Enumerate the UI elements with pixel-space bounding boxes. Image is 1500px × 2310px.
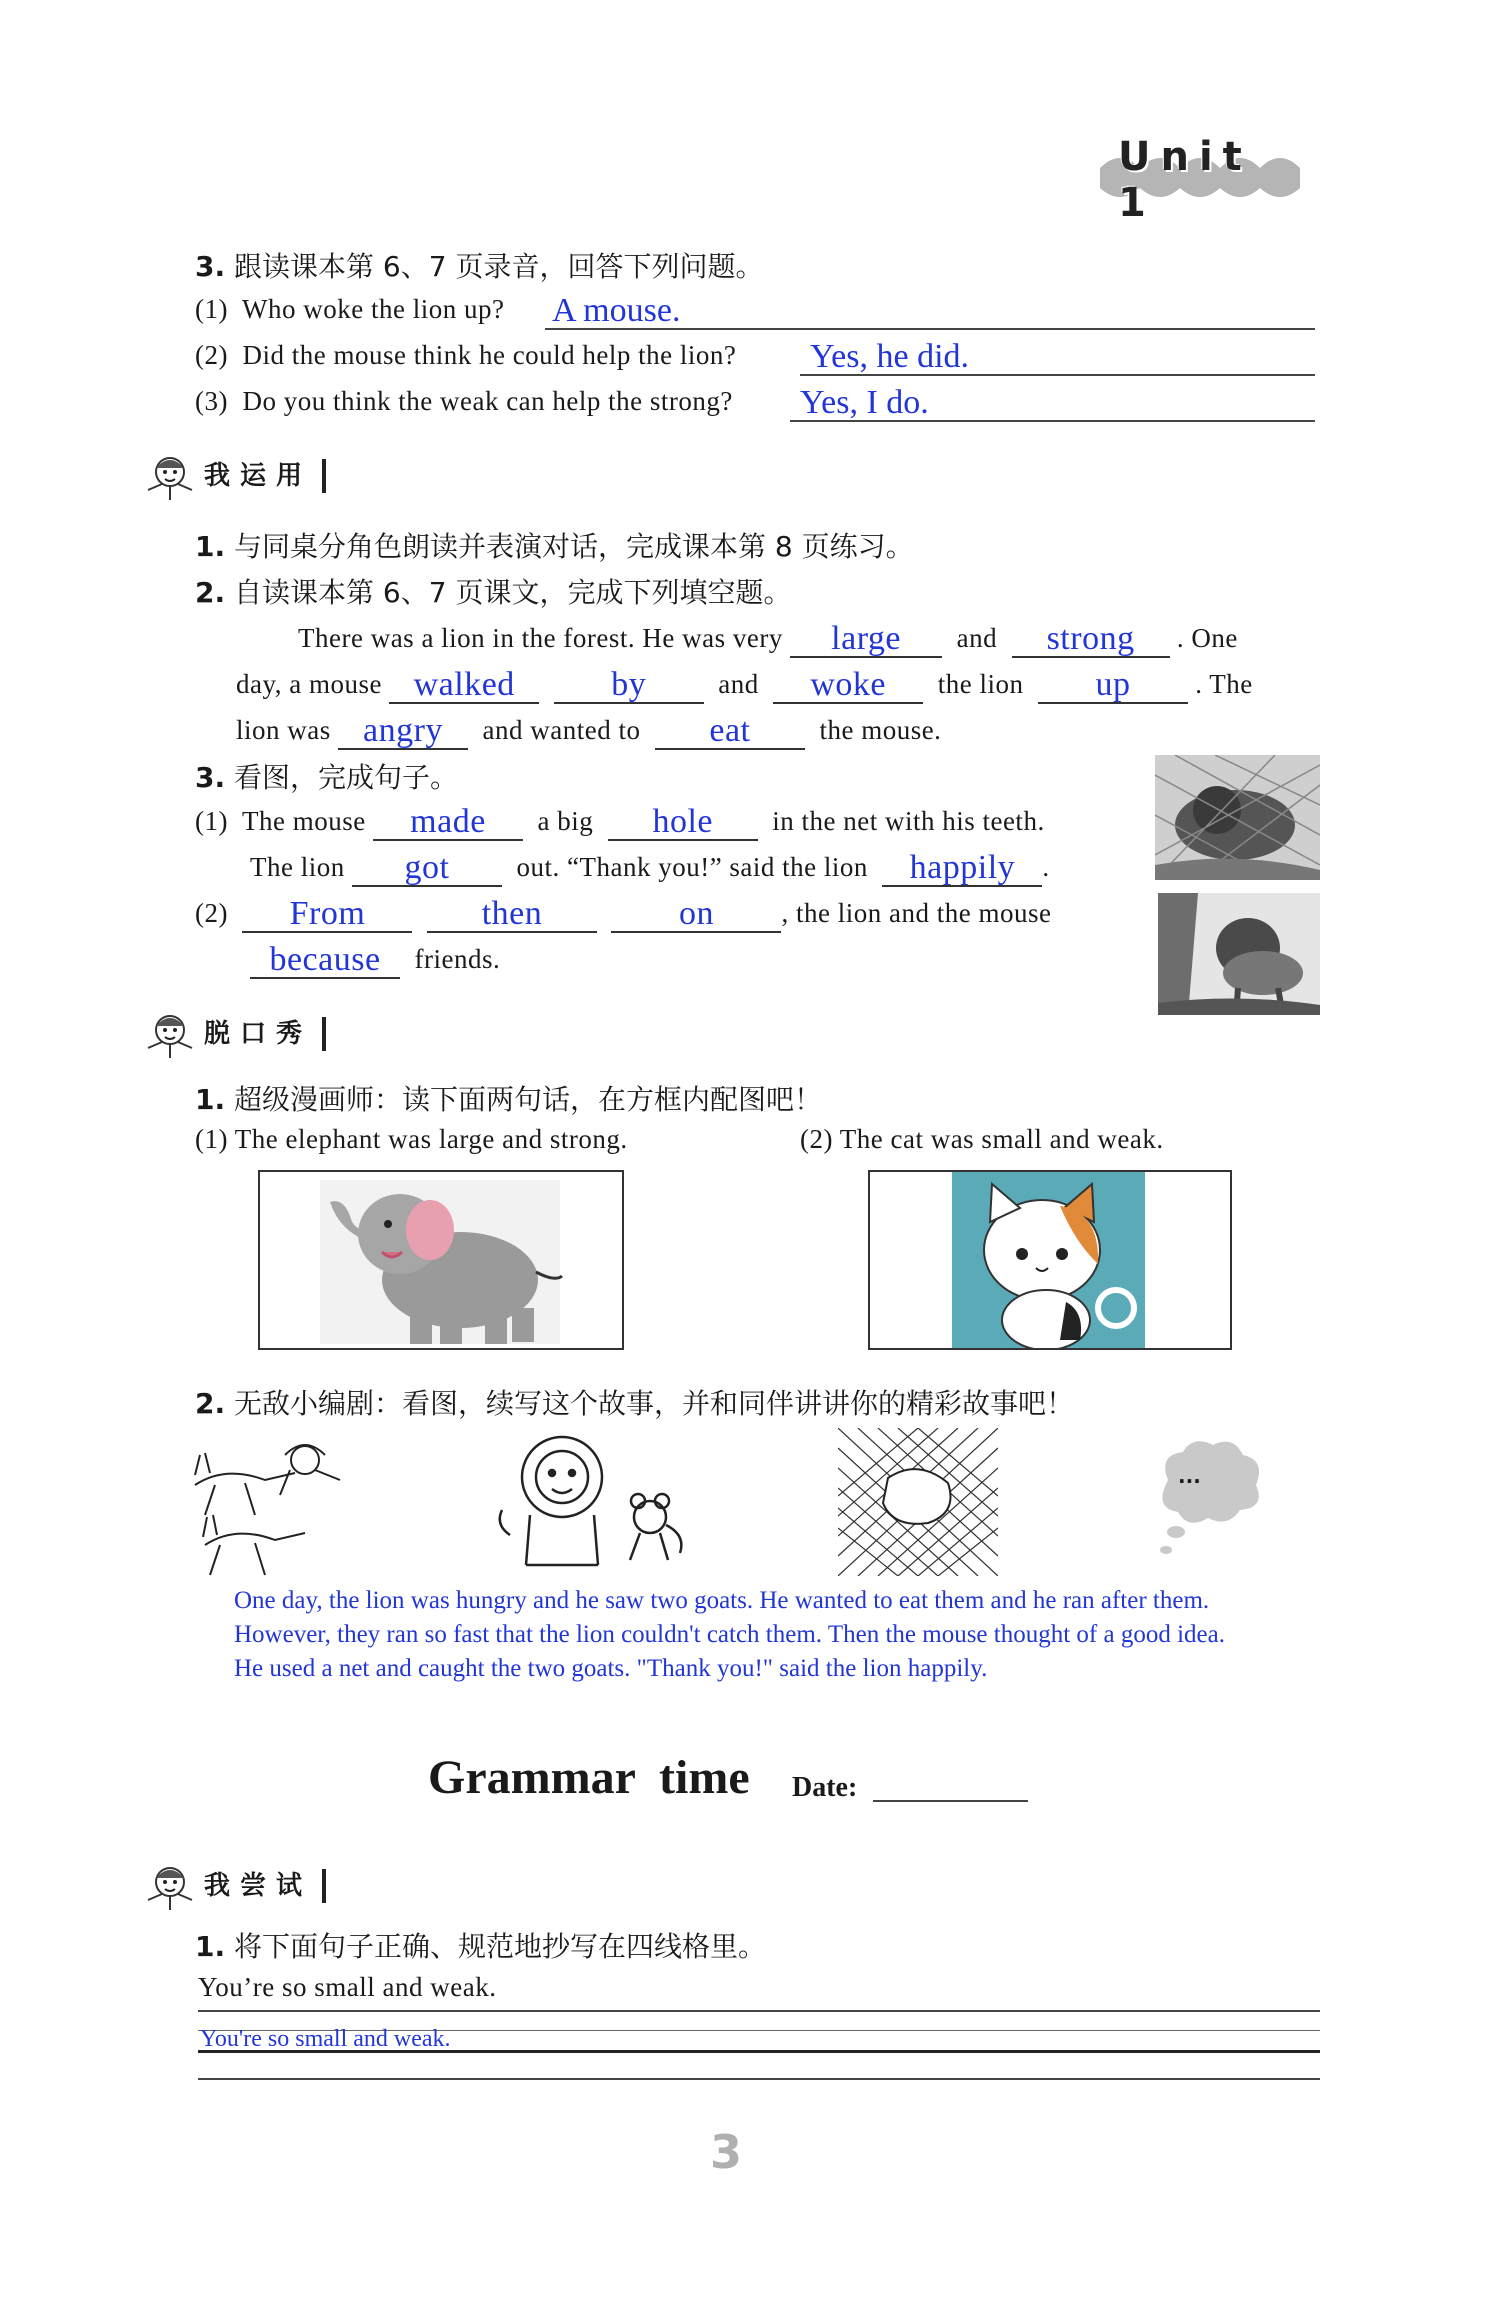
item-instruction: 超级漫画师：读下面两句话，在方框内配图吧！ <box>234 1083 823 1116</box>
filled-answer: woke <box>810 666 887 703</box>
question-1 <box>195 294 504 325</box>
item-number: 1. <box>195 1083 226 1116</box>
question-3 <box>195 386 733 417</box>
blank <box>242 893 412 933</box>
question-text: Do you think the weak can help the strong? <box>242 386 733 416</box>
sentence-number: (2) <box>195 898 228 928</box>
date-line[interactable] <box>873 1800 1028 1802</box>
sentence-1-line-1 <box>195 801 1045 841</box>
caption-elephant: (1) The elephant was large and strong. <box>195 1124 628 1154</box>
section-heading-try <box>140 1860 326 1912</box>
q3-read-title <box>195 245 763 285</box>
story-answer <box>234 1584 1384 1686</box>
talk-item-1 <box>195 1078 822 1118</box>
filled-answer: got <box>404 849 450 886</box>
cat-icon <box>870 1172 1230 1348</box>
unit-title: Unit 1 <box>1118 134 1252 226</box>
section-heading-use <box>140 450 326 502</box>
blank <box>352 847 502 887</box>
blank <box>1012 618 1170 658</box>
filled-answer: hole <box>652 803 713 840</box>
passage-text: lion was <box>236 715 331 745</box>
blank <box>611 893 781 933</box>
passage-text: and <box>956 623 998 653</box>
item-instruction: 自读课本第 6、7 页课文，完成下列填空题。 <box>234 576 792 609</box>
cat-drawing-box <box>868 1170 1232 1350</box>
blank <box>882 847 1042 887</box>
answer-2: Yes, he did. <box>810 338 970 375</box>
item-instruction: 看图，完成句子。 <box>234 761 459 794</box>
goats-running-drawing <box>185 1425 345 1585</box>
question-number: (2) <box>195 340 228 370</box>
blank <box>608 801 758 841</box>
story-line: One day, the lion was hungry and he saw two goats. He wanted to eat them and he ran after them. <box>234 1587 1210 1614</box>
filled-answer: made <box>410 803 486 840</box>
caption-cat: (2) The cat was small and weak. <box>800 1124 1164 1154</box>
item-number: 2. <box>195 1387 226 1420</box>
four-line-grid[interactable] <box>198 2010 1320 2080</box>
item-instruction: 无敌小编剧：看图，续写这个故事，并和同伴讲讲你的精彩故事吧！ <box>234 1387 1075 1420</box>
sentence-text: friends. <box>414 944 501 974</box>
filled-answer: eat <box>709 712 751 749</box>
use-item-1 <box>195 525 914 565</box>
item-number: 3. <box>195 250 226 283</box>
item-number: 2. <box>195 576 226 609</box>
girl-mascot-icon <box>140 450 198 502</box>
grammar-time-title: Grammar time <box>428 1751 750 1804</box>
passage-text: the mouse. <box>819 715 942 745</box>
passage-text: and <box>718 669 759 699</box>
answer-line <box>800 374 1315 376</box>
elephant-drawing-box <box>258 1170 624 1350</box>
question-number: (3) <box>195 386 228 416</box>
lion-in-net-photo <box>1155 755 1320 880</box>
passage-text: . One <box>1176 623 1238 653</box>
passage-text: and wanted to <box>482 715 641 745</box>
lion-and-mouse-drawing <box>490 1425 690 1575</box>
sentence-text: a big <box>537 806 594 836</box>
question-text: Did the mouse think he could help the lion? <box>242 340 737 370</box>
passage-text: day, a mouse <box>236 669 382 699</box>
try-item-1 <box>195 1925 766 1965</box>
passage-text: There was a lion in the forest. He was very <box>298 623 783 653</box>
section-heading-talk <box>140 1008 326 1060</box>
sentence-1-line-2 <box>250 847 1050 887</box>
filled-answer: From <box>289 895 366 932</box>
answer-line <box>790 420 1315 422</box>
thought-ellipsis: ... <box>1178 1464 1201 1488</box>
unit-header <box>1090 128 1310 226</box>
blank <box>373 801 523 841</box>
sentence-to-copy: You’re so small and weak. <box>198 1972 497 2002</box>
filled-answer: large <box>831 620 902 657</box>
answer-1: A mouse. <box>552 292 681 329</box>
story-line: However, they ran so fast that the lion couldn't catch them. Then the mouse thought of a good idea. <box>234 1621 1225 1648</box>
filled-answer: because <box>269 941 381 978</box>
item-number: 3. <box>195 761 226 794</box>
sentence-2-line-1 <box>195 893 1051 933</box>
passage-text: the lion <box>937 669 1024 699</box>
item-number: 1. <box>195 530 226 563</box>
section-heading-label: 脱口秀 <box>204 1017 326 1051</box>
page-number: 3 <box>710 2125 743 2179</box>
answer-line <box>545 328 1315 330</box>
sentence-text: out. “Thank you!” said the lion <box>516 852 868 882</box>
net-with-hole-drawing <box>838 1428 998 1576</box>
passage-text: . The <box>1195 669 1253 699</box>
talk-item-2 <box>195 1382 1074 1422</box>
filled-answer: happily <box>909 849 1016 886</box>
question-number: (1) <box>195 294 228 324</box>
sentence-text: . <box>1042 852 1050 882</box>
item-instruction: 跟读课本第 6、7 页录音，回答下列问题。 <box>234 250 764 283</box>
filled-answer: angry <box>363 712 443 749</box>
section-heading-label: 我运用 <box>204 459 326 493</box>
passage-line-2 <box>236 664 1316 704</box>
elephant-icon <box>260 1172 622 1348</box>
filled-answer: walked <box>413 666 515 703</box>
sentence-number: (1) <box>195 806 228 836</box>
blank <box>1038 664 1188 704</box>
sentence-text: in the net with his teeth. <box>772 806 1045 836</box>
filled-answer: on <box>678 895 714 932</box>
story-line: He used a net and caught the two goats. "Thank you!" said the lion happily. <box>234 1655 988 1682</box>
item-instruction: 将下面句子正确、规范地抄写在四线格里。 <box>234 1930 767 1963</box>
question-text: Who woke the lion up? <box>242 294 505 324</box>
item-number: 1. <box>195 1930 226 1963</box>
blank <box>389 664 539 704</box>
filled-answer: strong <box>1046 620 1135 657</box>
copied-sentence: You're so small and weak. <box>200 2026 451 2052</box>
passage-line-3 <box>236 710 941 750</box>
item-instruction: 与同桌分角色朗读并表演对话，完成课本第 8 页练习。 <box>234 530 914 563</box>
blank <box>773 664 923 704</box>
filled-answer: then <box>481 895 543 932</box>
blank <box>250 939 400 979</box>
sentence-text: , the lion and the mouse <box>781 898 1052 928</box>
use-item-2 <box>195 571 791 611</box>
blank <box>427 893 597 933</box>
girl-mascot-icon <box>140 1860 198 1912</box>
question-2 <box>195 340 736 371</box>
filled-answer: by <box>611 666 647 703</box>
answer-3: Yes, I do. <box>800 384 929 421</box>
girl-mascot-icon <box>140 1008 198 1060</box>
use-item-3 <box>195 756 458 796</box>
blank <box>338 710 468 750</box>
filled-answer: up <box>1095 666 1131 703</box>
lion-and-mouse-photo <box>1158 893 1320 1015</box>
blank <box>655 710 805 750</box>
thought-bubble-icon <box>1148 1430 1268 1560</box>
sentence-text: The lion <box>250 852 345 882</box>
blank <box>790 618 942 658</box>
sentence-text: The mouse <box>242 806 366 836</box>
sentence-2-line-2 <box>250 939 500 979</box>
passage-line-1 <box>298 618 1318 658</box>
date-label: Date: <box>792 1772 858 1803</box>
section-heading-label: 我尝试 <box>204 1869 326 1903</box>
blank <box>554 664 704 704</box>
